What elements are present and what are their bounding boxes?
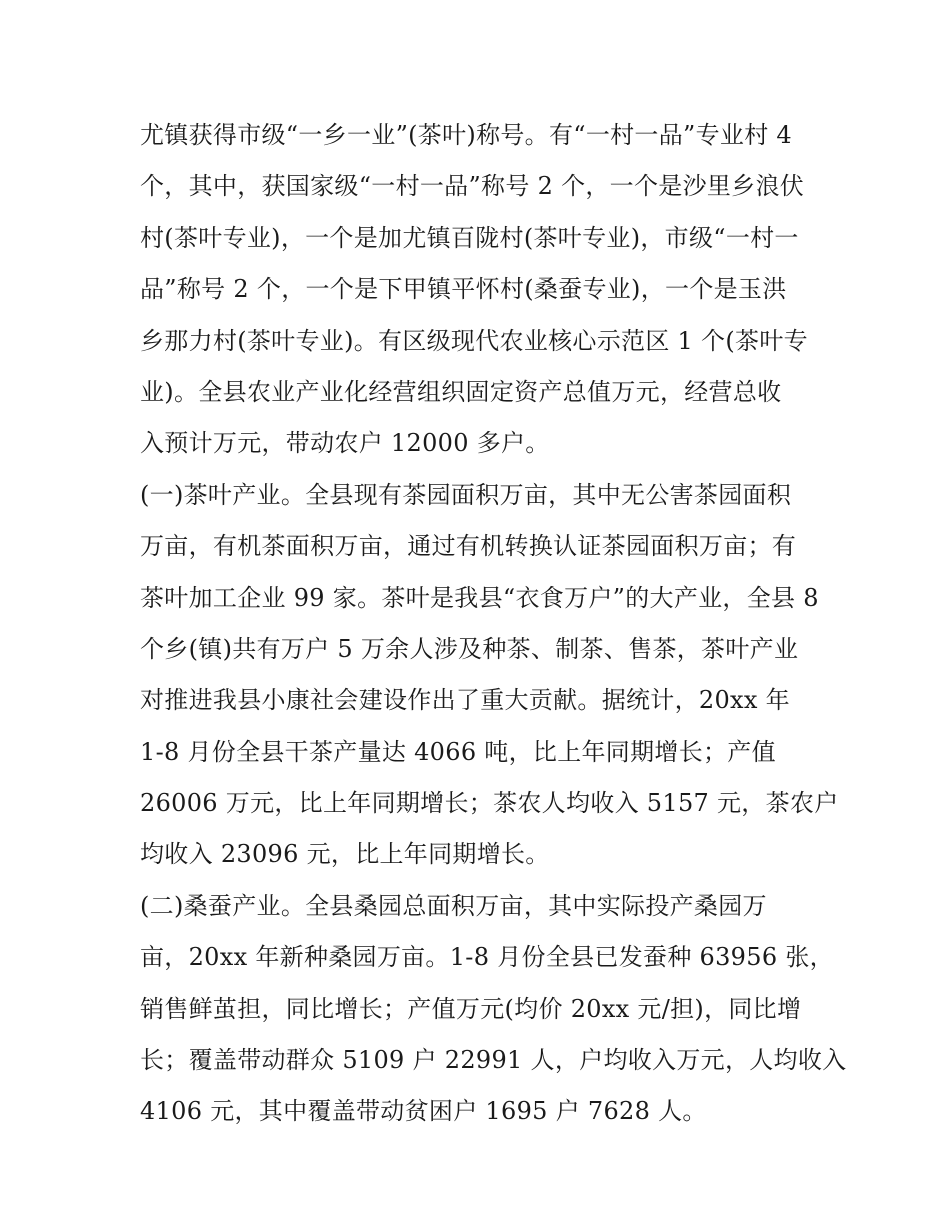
text-line: 长；覆盖带动群众 5109 户 22991 人，户均收入万元，人均收入 (140, 1046, 847, 1075)
text-line: 万亩，有机茶面积万亩，通过有机转换认证茶园面积万亩；有 (140, 532, 797, 561)
text-line: 入预计万元，带动农户 12000 多户。 (140, 429, 550, 458)
text-line: 村(茶叶专业)，一个是加尤镇百陇村(茶叶专业)，市级“一村一 (140, 223, 799, 252)
text-line: 茶叶加工企业 99 家。茶叶是我县“衣食万户”的大产业，全县 8 (140, 583, 819, 612)
text-line: 对推进我县小康社会建设作出了重大贡献。据统计，20xx 年 (140, 686, 790, 715)
text-line: 1-8 月份全县干茶产量达 4066 吨，比上年同期增长；产值 (140, 737, 776, 766)
body-text (140, 110, 847, 1138)
text-line: 尤镇获得市级“一乡一业”(茶叶)称号。有“一村一品”专业村 4 (140, 121, 793, 149)
text-line: 均收入 23096 元，比上年同期增长。 (140, 840, 550, 869)
text-line: 业)。全县农业产业化经营组织固定资产总值万元，经营总收 (140, 377, 782, 406)
section-heading-line: (二)桑蚕产业。全县桑园总面积万亩，其中实际投产桑园万 (140, 891, 767, 920)
section-heading-line: (一)茶叶产业。全县现有茶园面积万亩，其中无公害茶园面积 (140, 480, 792, 509)
text-line: 个，其中，获国家级“一村一品”称号 2 个，一个是沙里乡浪伏 (140, 172, 805, 201)
text-line: 4106 元，其中覆盖带动贫困户 1695 户 7628 人。 (140, 1097, 707, 1126)
text-line: 品”称号 2 个，一个是下甲镇平怀村(桑蚕专业)，一个是玉洪 (140, 275, 787, 304)
text-line: 乡那力村(茶叶专业)。有区级现代农业核心示范区 1 个(茶叶专 (140, 326, 808, 355)
text-line: 26006 万元，比上年同期增长；茶农人均收入 5157 元，茶农户 (140, 789, 839, 818)
text-line: 亩，20xx 年新种桑园万亩。1-8 月份全县已发蚕种 63956 张， (140, 943, 834, 972)
text-line: 销售鲜茧担，同比增长；产值万元(均价 20xx 元/担)，同比增 (140, 994, 802, 1023)
text-line: 个乡(镇)共有万户 5 万余人涉及种茶、制茶、售茶，茶叶产业 (140, 634, 799, 663)
